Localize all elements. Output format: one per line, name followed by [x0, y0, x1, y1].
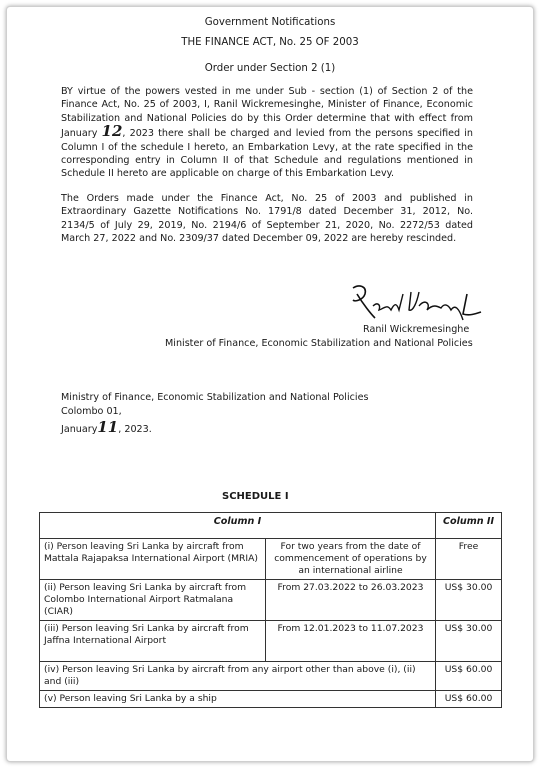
- signatory-title: Minister of Finance, Economic Stabilization and National Policies: [165, 338, 473, 349]
- levy-cell: US$ 30.00: [436, 621, 502, 662]
- table-header-row: [40, 513, 502, 539]
- table-row: [40, 691, 502, 708]
- date-year: , 2023.: [118, 424, 152, 435]
- date-month: January: [61, 424, 98, 435]
- order-title: Order under Section 2 (1): [204, 63, 336, 74]
- order-paragraph-2: The Orders made under the Finance Act, No. 25 of 2003 and published in Extraordinary Gazette Notifications No. 1791/8 dated December 31, 2012, No. 2134/5 of July 29, 2019, No. 2194/6 of September 21, 2020, No. 2272/53 dated March 27, 2022 and No. 2309/37 dated December 09, 2022 are hereby rescinded.: [61, 193, 473, 245]
- order-paragraph-1: [61, 85, 473, 181]
- person-cell: (v) Person leaving Sri Lanka by a ship: [40, 691, 436, 708]
- table-row: [40, 580, 502, 621]
- levy-cell: US$ 60.00: [436, 662, 502, 691]
- levy-cell: US$ 30.00: [436, 580, 502, 621]
- table-row: [40, 621, 502, 662]
- person-cell: (i) Person leaving Sri Lanka by aircraft from Mattala Rajapaksa International Airport (MRIA): [40, 539, 266, 580]
- period-cell: From 27.03.2022 to 26.03.2023: [266, 580, 436, 621]
- column-2-header: Column II: [436, 513, 502, 539]
- schedule-title: SCHEDULE I: [222, 491, 289, 502]
- levy-cell: Free: [436, 539, 502, 580]
- notification-title: Government Notifications: [204, 17, 336, 28]
- period-cell: For two years from the date of commencement of operations by an international airline: [266, 539, 436, 580]
- address-date: [61, 418, 152, 436]
- column-1-header: Column I: [40, 513, 436, 539]
- signature-image: [345, 280, 485, 330]
- handwritten-day-12: 12: [101, 122, 123, 141]
- person-cell: (iii) Person leaving Sri Lanka by aircraft from Jaffna International Airport: [40, 621, 266, 662]
- handwritten-day-11: 11: [97, 418, 119, 436]
- levy-cell: US$ 60.00: [436, 691, 502, 708]
- paragraph-1-text-start: BY virtue of the powers vested in me under Sub - section (1) of Section 2 of the Finance Act, No. 25 of 2003, I, Ranil Wickremesinghe, Minister of Finance, Economic Stabilization and National Policies do by this Order determine that with effect from January: [61, 86, 473, 140]
- signatory-name: Ranil Wickremesinghe: [363, 324, 470, 335]
- person-cell: (iv) Person leaving Sri Lanka by aircraft from any airport other than above (i), (ii) and (iii): [40, 662, 436, 691]
- schedule-table: [39, 512, 502, 708]
- address-line-2: Colombo 01,: [61, 406, 122, 417]
- address-line-1: Ministry of Finance, Economic Stabilization and National Policies: [61, 392, 369, 403]
- person-cell: (ii) Person leaving Sri Lanka by aircraft from Colombo International Airport Ratmalana (CIAR): [40, 580, 266, 621]
- paragraph-1-text-end: , 2023 there shall be charged and levied from the persons specified in Column I of the schedule I hereto, an Embarkation Levy, at the rate specified in the corresponding entry in Column II of that Schedule and regulations mentioned in Schedule II hereto are applicable on charge of this Embarkation Levy.: [61, 128, 474, 180]
- period-cell: From 12.01.2023 to 11.07.2023: [266, 621, 436, 662]
- table-row: [40, 662, 502, 691]
- table-row: [40, 539, 502, 580]
- act-title: THE FINANCE ACT, No. 25 OF 2003: [181, 37, 359, 48]
